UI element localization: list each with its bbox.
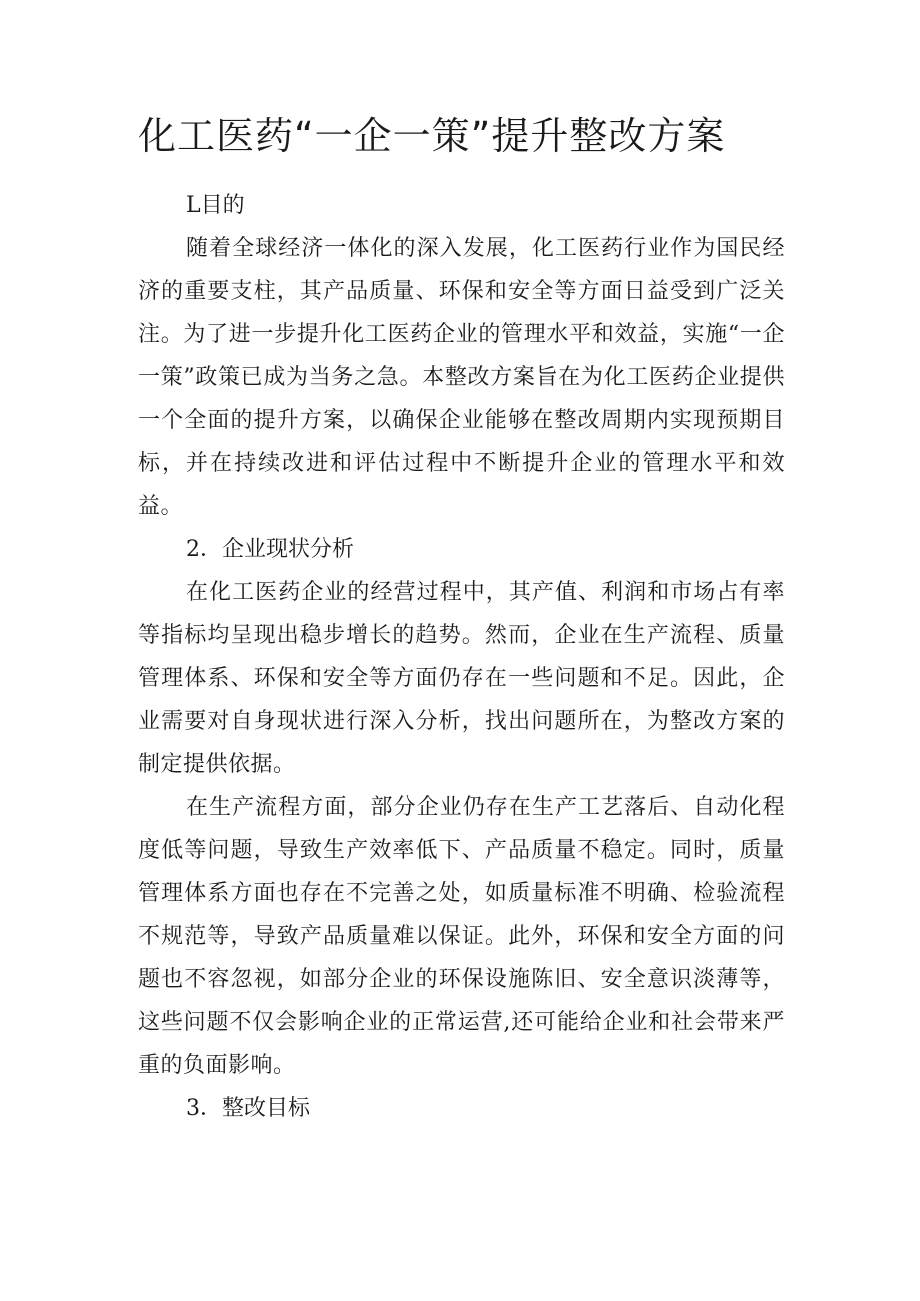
section-targets [138,1087,785,1130]
paragraph: 在生产流程方面，部分企业仍存在生产工艺落后、自动化程度低等问题，导致生产效率低下、产品质量不稳定。同时，质量管理体系方面也存在不完善之处，如质量标准不明确、检验流程不规范等，导致产品质量难以保证。此外，环保和安全方面的问题也不容忽视，如部分企业的环保设施陈旧、安全意识淡薄等，这些问题不仅会影响企业的正常运营,还可能给企业和社会带来严重的负面影响。 [138,795,785,1078]
paragraph: 在化工医药企业的经营过程中，其产值、利润和市场占有率等指标均呈现出稳步增长的趋势。然而，企业在生产流程、质量管理体系、环保和安全等方面仍存在一些问题和不足。因此，企业需要对自身现状进行深入分析，找出问题所在，为整改方案的制定提供依据。 [138,580,785,777]
paragraph: 随着全球经济一体化的深入发展，化工医药行业作为国民经济的重要支柱，其产品质量、环保和安全等方面日益受到广泛关注。为了进一步提升化工医药企业的管理水平和效益，实施“一企一策”政策已成为当务之急。本整改方案旨在为化工医药企业提供一个全面的提升方案，以确保企业能够在整改周期内实现预期目标，并在持续改进和评估过程中不断提升企业的管理水平和效益。 [138,236,785,519]
section-heading: 3．整改目标 [186,1096,310,1121]
section-purpose [138,184,785,528]
section-heading: L目的 [186,193,245,218]
document-body [138,184,785,1130]
section-heading: 2．企业现状分析 [186,537,354,562]
section-status-analysis [138,528,785,1087]
document-title: 化工医药“一企一策”提升整改方案 [138,114,726,158]
